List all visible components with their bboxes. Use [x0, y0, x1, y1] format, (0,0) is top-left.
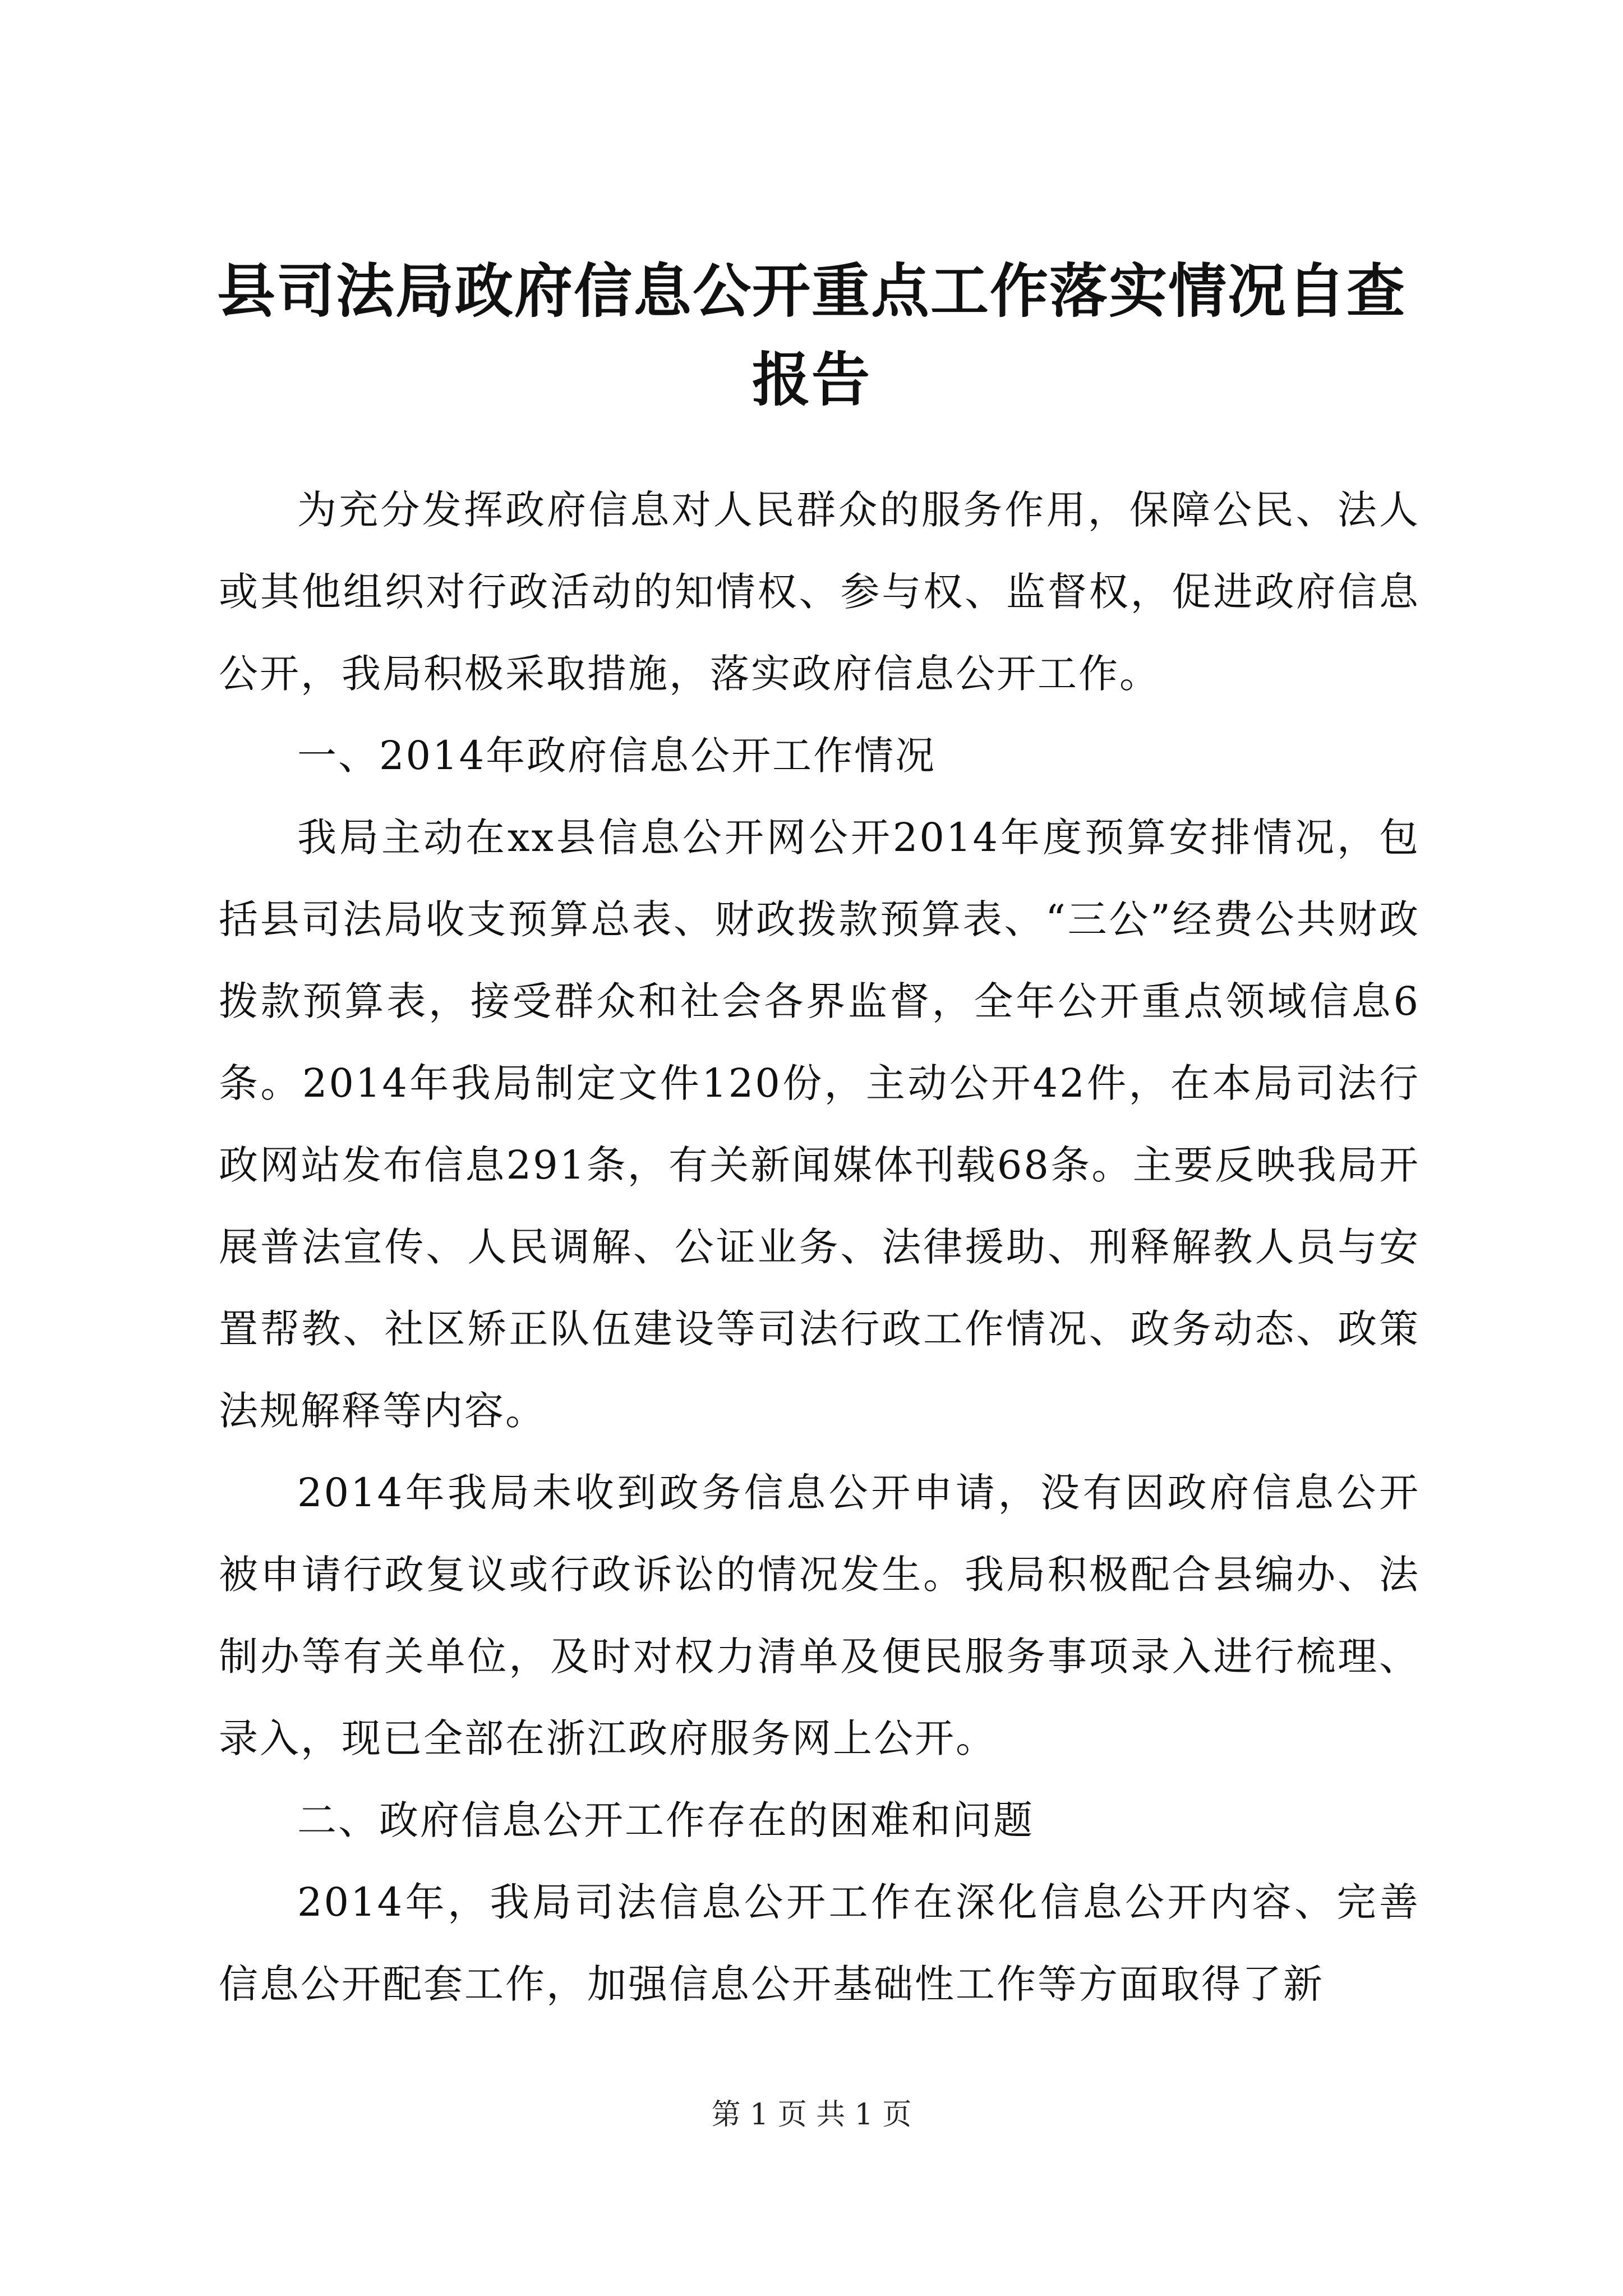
document-body: [219, 469, 1420, 2025]
section-heading-1: 一、2014年政府信息公开工作情况: [297, 733, 937, 779]
page-footer: 第 1 页 共 1 页: [711, 2098, 912, 2132]
section-1-paragraph-1: 我局主动在xx县信息公开网公开2014年度预算安排情况，包括县司法局收支预算总表、财政拨款预算表、“三公”经费公共财政拨款预算表，接受群众和社会各界监督，全年公开重点领域信息6条。2014年我局制定文件120份，主动公开42件，在本局司法行政网站发布信息291条，有关新闻媒体刊载68条。主要反映我局开展普法宣传、人民调解、公证业务、法律援助、刑释解教人员与安置帮教、社区矫正队伍建设等司法行政工作情况、政务动态、政策法规解释等内容。: [219, 815, 1420, 1434]
document-title: 县司法局政府信息公开重点工作落实情况自查报告: [216, 257, 1406, 414]
section-1-paragraph-2: 2014年我局未收到政务信息公开申请，没有因政府信息公开被申请行政复议或行政诉讼的情况发生。我局积极配合县编办、法制办等有关单位，及时对权力清单及便民服务事项录入进行梳理、录入，现已全部在浙江政府服务网上公开。: [219, 1470, 1420, 1761]
intro-paragraph: 为充分发挥政府信息对人民群众的服务作用，保障公民、法人或其他组织对行政活动的知情权、参与权、监督权，促进政府信息公开，我局积极采取措施，落实政府信息公开工作。: [219, 487, 1420, 697]
section-2-paragraph-1: 2014年，我局司法信息公开工作在深化信息公开内容、完善信息公开配套工作，加强信息公开基础性工作等方面取得了新: [219, 1879, 1420, 2007]
section-heading-2: 二、政府信息公开工作存在的困难和问题: [297, 1797, 1034, 1843]
